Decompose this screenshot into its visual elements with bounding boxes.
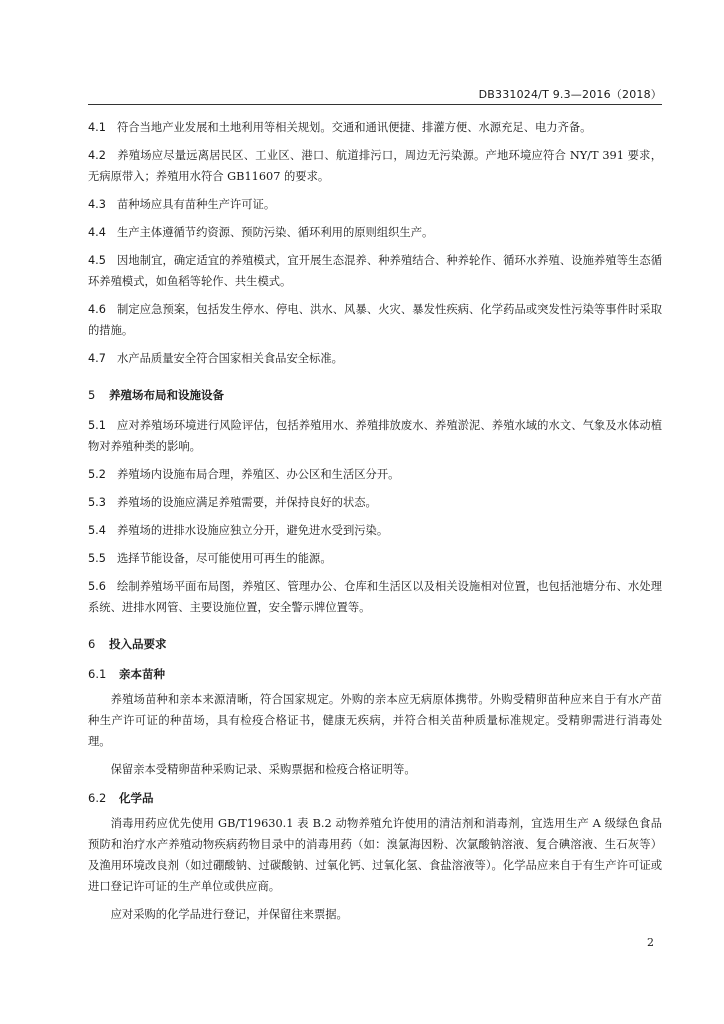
clause-number: 4.5	[88, 254, 106, 267]
paragraph: 保留亲本受精卵苗种采购记录、采购票据和检疫合格证明等。	[110, 763, 416, 776]
standard-code: DB331024/T 9.3—2016（2018）	[478, 88, 662, 101]
clause-text: 绘制养殖场平面布局图，养殖区、管理办公、仓库和生活区以及相关设施相对位置，也包括池塘分布、水处理系统、进排水网管、主要设施位置，安全警示牌位置等。	[88, 580, 662, 614]
clause-number: 5.2	[88, 468, 106, 481]
section-heading	[88, 634, 662, 655]
paragraph: 消毒用药应优先使用 GB/T19630.1 表 B.2 动物养殖允许使用的清洁剂和消毒剂，宜选用生产 A 级绿色食品预防和治疗水产养殖动物疾病药物目录中的消毒用药（如：溴氯海因粉、次氯酸钠溶液、复合碘溶液、生石灰等）及渔用环境改良剂（如过硼酸钠、过碳酸钠、过氧化钙、过氧化氢、食盐溶液等）。化学品应来自于有生产许可证或进口登记许可证的生产单位或供应商。	[88, 817, 662, 893]
clause-number: 5.5	[88, 552, 106, 565]
document-body	[88, 117, 662, 932]
clause	[88, 576, 662, 618]
clause-text: 养殖场应尽量远离居民区、工业区、港口、航道排污口，周边无污染源。产地环境应符合 NY/T 391 要求，无病原带入；养殖用水符合 GB11607 的要求。	[88, 149, 662, 183]
paragraph: 养殖场苗种和亲本来源清晰，符合国家规定。外购的亲本应无病原体携带。外购受精卵苗种应来自于有水产苗种生产许可证的种苗场，具有检疫合格证书，健康无疾病，并符合相关苗种质量标准规定。受精卵需进行消毒处理。	[88, 693, 662, 748]
clause	[88, 492, 662, 513]
clause	[88, 415, 662, 457]
clause-text: 制定应急预案，包括发生停水、停电、洪水、风暴、火灾、暴发性疾病、化学药品或突发性污染等事件时采取的措施。	[88, 303, 662, 337]
section-title: 投入品要求	[109, 637, 167, 651]
header-divider	[88, 104, 662, 105]
clause-text: 符合当地产业发展和土地利用等相关规划。交通和通讯便捷、排灌方便、水源充足、电力齐备。	[117, 121, 592, 134]
clause-number: 5.3	[88, 496, 106, 509]
clause-text: 养殖场的进排水设施应独立分开，避免进水受到污染。	[117, 524, 389, 537]
section-title: 养殖场布局和设施设备	[109, 388, 224, 402]
paragraph: 应对采购的化学品进行登记，并保留往来票据。	[110, 908, 348, 921]
clause-text: 应对养殖场环境进行风险评估，包括养殖用水、养殖排放废水、养殖淤泥、养殖水域的水文、气象及水体动植物对养殖种类的影响。	[88, 419, 662, 453]
clause-text: 养殖场的设施应满足养殖需要，并保持良好的状态。	[117, 496, 377, 509]
subsection-heading	[88, 664, 662, 685]
subsection-title: 化学品	[119, 791, 154, 805]
clause-text: 苗种场应具有苗种生产许可证。	[117, 198, 276, 211]
clause-number: 5.4	[88, 524, 106, 537]
clause-number: 4.6	[88, 303, 106, 316]
clause	[88, 348, 662, 369]
clause	[88, 250, 662, 292]
clause-number: 4.1	[88, 121, 106, 134]
clause	[88, 117, 662, 138]
clause	[88, 520, 662, 541]
clause-number: 4.3	[88, 198, 106, 211]
clause-text: 养殖场内设施布局合理，养殖区、办公区和生活区分开。	[117, 468, 400, 481]
clause-number: 5.6	[88, 580, 106, 593]
subsection-number: 6.1	[88, 667, 107, 681]
clause-text: 选择节能设备，尽可能使用可再生的能源。	[117, 552, 332, 565]
section-number: 6	[88, 637, 96, 651]
page-number: 2	[647, 936, 654, 949]
clause-number: 4.2	[88, 149, 106, 162]
section-number: 5	[88, 388, 96, 402]
clause-text: 因地制宜，确定适宜的养殖模式，宜开展生态混养、种养殖结合、种养轮作、循环水养殖、设施养殖等生态循环养殖模式，如鱼稻等轮作、共生模式。	[88, 254, 662, 288]
section-heading	[88, 385, 662, 406]
clause-number: 4.4	[88, 226, 106, 239]
clause-text: 生产主体遵循节约资源、预防污染、循环利用的原则组织生产。	[117, 226, 434, 239]
clause	[88, 194, 662, 215]
clause-text: 水产品质量安全符合国家相关食品安全标准。	[117, 352, 343, 365]
subsection-heading	[88, 788, 662, 809]
clause-number: 4.7	[88, 352, 106, 365]
clause-number: 5.1	[88, 419, 106, 432]
clause	[88, 222, 662, 243]
subsection-title: 亲本苗种	[119, 667, 165, 681]
clause	[88, 548, 662, 569]
clause	[88, 299, 662, 341]
subsection-number: 6.2	[88, 791, 107, 805]
clause	[88, 464, 662, 485]
clause	[88, 145, 662, 187]
